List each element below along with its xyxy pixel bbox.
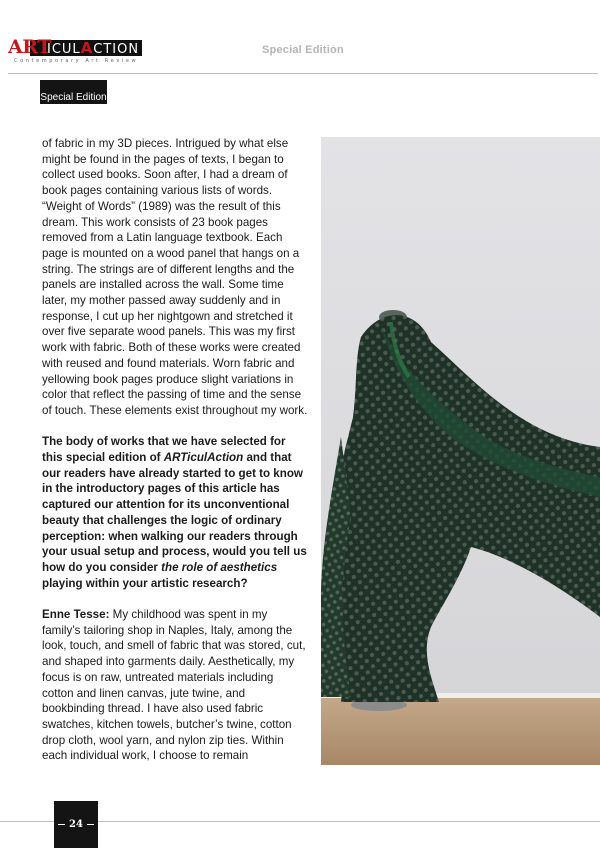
page-number: 24 [69,819,83,830]
logo-rest-text: ICULACTION [47,39,140,57]
edition-tab: Special Edition [40,80,107,104]
footer-divider-left [0,821,54,822]
interview-question: The body of works that we have selected for this special edition of ARTiculAction and that our readers have already started to get to know in the introductory pages of this article has captured our attention for its unconventional beauty that challenges the logic of ordinary perception: when walking our readers through your usual setup and process, would you tell us how do you consider the role of aesthetics playing within your artistic research? [42,435,307,590]
header-divider [8,73,598,74]
article-body [42,136,308,780]
logo-tagline: Contemporary Art Review [14,58,139,64]
interview-answer: Enne Tesse: My childhood was spent in my family’s tailoring shop in Naples, Italy, among the look, touch, and smell of fabric that was stored, cut, and shaped into garments daily. Aesthetically, my focus is on raw, untreated materials including cotton and linen canvas, jute twine, and bookbinding thread. I have also used fabric swatches, kitchen towels, butcher’s twine, cotton drop cloth, wool yarn, and nylon zip ties. Within each individual work, I choose to remain [42,608,306,763]
paragraph: of fabric in my 3D pieces. Intrigued by what else might be found in the pages of texts, I began to collect used books. Soon after, I had a dream of book pages containing various lists of words. “Weight of Words” (1989) was the result of this dream. This work consists of 23 book pages removed from a Latin language textbook. Each page is mounted on a wood panel that hangs on a string. The strings are of different lengths and the panels are installed across the wall. Some time later, my mother passed away suddenly and in response, I cut up her nightgown and stretched it over five separate wood panels. This was my first work with fabric. Both of these works were created with reused and found materials. Worn fabric and yellowing book pages produce slight variations in color that reflect the passing of time and the sense of touch. These elements exist throughout my work. [42,137,308,417]
magazine-name: ARTiculAction [163,451,244,465]
logo-art-text: ART [8,36,51,58]
speaker-name: Enne Tesse: [42,608,110,622]
page-number-box [54,801,98,848]
magazine-logo [8,36,142,70]
section-title: Special Edition [262,44,344,56]
footer-divider-right [98,821,600,822]
question-emphasis: the role of aesthetics [161,560,278,574]
knitted-net-sculpture-photo [321,137,600,765]
